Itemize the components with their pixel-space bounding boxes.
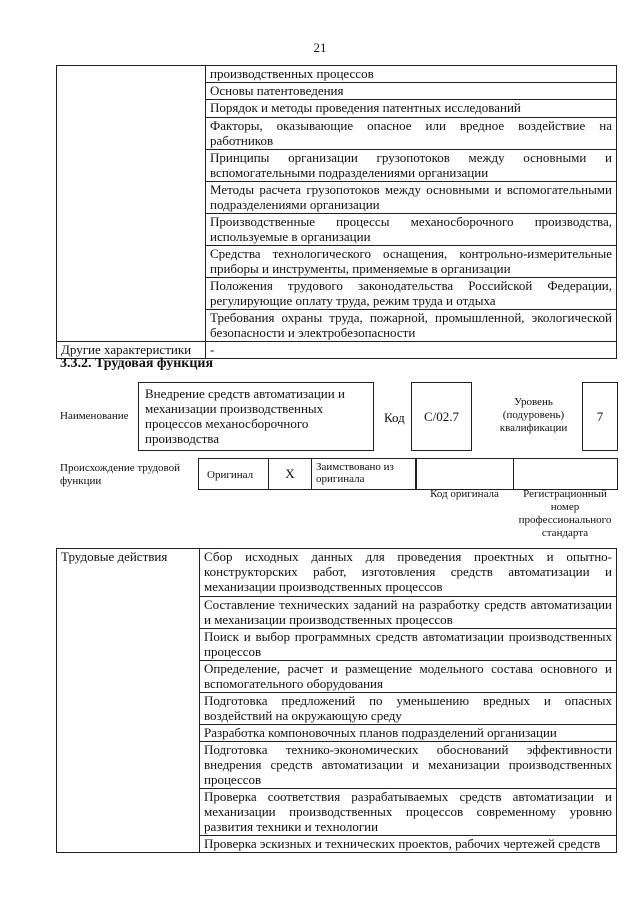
actions-label: Трудовые действия (57, 549, 200, 853)
reg-number-box (513, 458, 618, 490)
knowledge-label-cell (57, 66, 206, 342)
table-row (57, 66, 617, 83)
page-number: 21 (313, 40, 327, 55)
knowledge-item: Средства технологического оснащения, контрольно-измерительные приборы и инструменты, применяемые в организации (206, 246, 617, 278)
action-item: Поиск и выбор программных средств автоматизации производственных процессов (200, 629, 617, 661)
reg-number-caption: Регистрационный номер профессионального стандарта (518, 488, 612, 539)
code-original-box (416, 458, 514, 490)
code-original-caption: Код оригинала (430, 488, 499, 500)
origin-label: Происхождение трудовой функции (60, 462, 181, 487)
table-row (57, 549, 617, 597)
level-label: Уровень (подуровень) квалификации (499, 396, 568, 434)
code-value-box (411, 382, 472, 451)
knowledge-item: Положения трудового законодательства Российской Федерации, регулирующие оплату труда, режим труда и отдыха (206, 278, 617, 310)
other-characteristics-value: - (206, 342, 617, 359)
action-item: Составление технических заданий на разработку средств автоматизации и механизации производственных процессов (200, 597, 617, 629)
actions-table (56, 548, 617, 853)
name-value: Внедрение средств автоматизации и механизации производственных процессов механосборочного производства (145, 386, 345, 446)
origin-borrowed-box (310, 458, 416, 490)
section-title: 3.3.2. Трудовая функция (60, 356, 214, 371)
level-value: 7 (596, 409, 604, 424)
knowledge-item: Порядок и методы проведения патентных исследований (206, 100, 617, 118)
other-characteristics-label: Другие характеристики (57, 342, 206, 359)
knowledge-item: Требования охраны труда, пожарной, промышленной, экологической безопасности и электробезопасности (206, 310, 617, 342)
action-item: Разработка компоновочных планов подразделений организации (200, 725, 617, 742)
code-value: С/02.7 (423, 409, 460, 424)
borrowed-label: Заимствовано из оригинала (316, 461, 394, 485)
origin-mark-box (268, 458, 312, 490)
action-item: Определение, расчет и размещение модельного состава основного и вспомогательного оборудования (200, 661, 617, 693)
knowledge-item: Методы расчета грузопотоков между основными и вспомогательными подразделениями организации (206, 182, 617, 214)
knowledge-item: Производственные процессы механосборочного производства, используемые в организации (206, 214, 617, 246)
code-label: Код (384, 410, 405, 425)
original-label: Оригинал (207, 469, 254, 481)
level-value-box (582, 382, 618, 451)
knowledge-table (56, 65, 617, 359)
name-label: Наименование (60, 410, 129, 422)
action-item: Подготовка предложений по уменьшению вредных и опасных воздействий на окружающую среду (200, 693, 617, 725)
knowledge-item: производственных процессов (206, 66, 617, 83)
original-mark: X (285, 466, 295, 481)
action-item: Подготовка технико-экономических обоснований эффективности внедрения средств автоматизации и механизации производственных процессов (200, 742, 617, 789)
knowledge-item: Принципы организации грузопотоков между основными и вспомогательными подразделениями организации (206, 150, 617, 182)
action-item: Проверка соответствия разрабатываемых средств автоматизации и механизации производственных процессов современному уровню развития техники и технологии (200, 789, 617, 836)
action-item: Сбор исходных данных для проведения проектных и опытно-конструкторских работ, изготовления средств автоматизации и механизации производственных процессов (200, 549, 617, 597)
origin-original-box (198, 458, 269, 490)
knowledge-item: Основы патентоведения (206, 83, 617, 100)
action-item: Проверка эскизных и технических проектов, рабочих чертежей средств (200, 836, 617, 853)
knowledge-item: Факторы, оказывающие опасное или вредное воздействие на работников (206, 118, 617, 150)
name-value-box (138, 382, 374, 451)
